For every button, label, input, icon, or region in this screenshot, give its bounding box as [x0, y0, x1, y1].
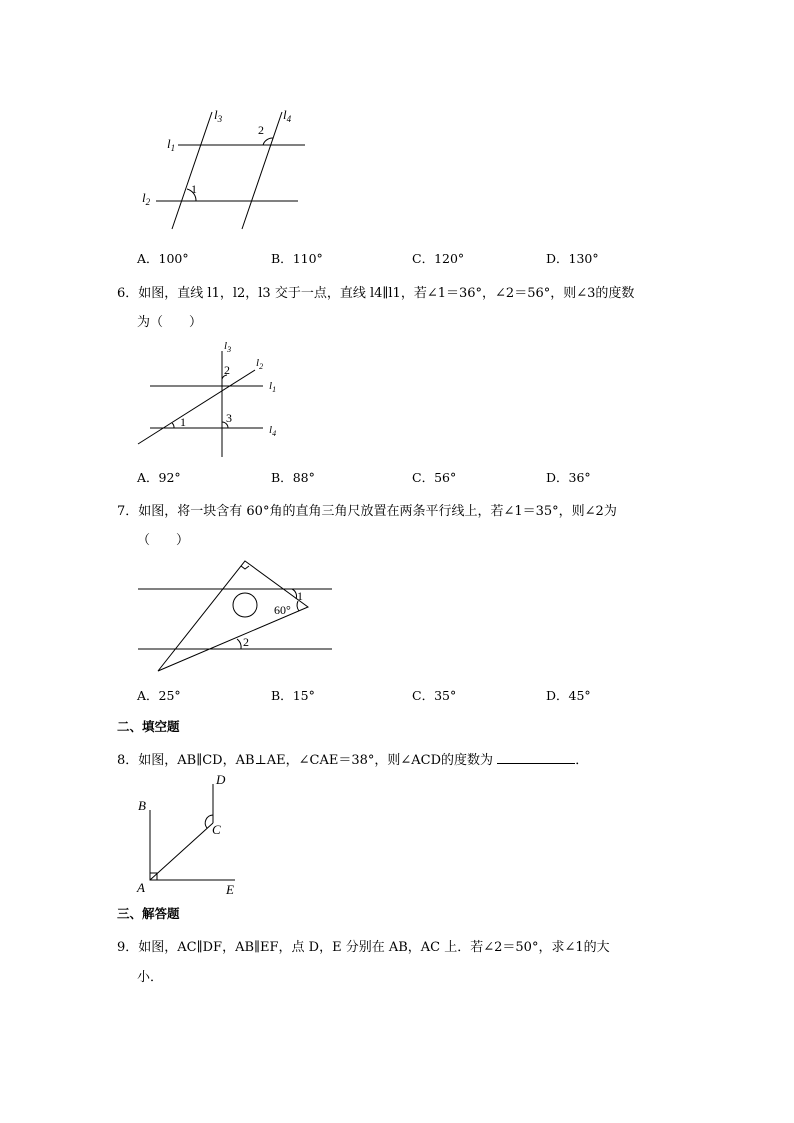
q9-question-line1: 9．如图，AC∥DF，AB∥EF，点 D，E 分别在 AB，AC 上．若∠2＝50°，求∠1的大 [117, 940, 610, 955]
q7-angle2-arc [237, 639, 241, 649]
q5-label-l3: $l_3$ [214, 107, 223, 124]
q7-figure [130, 555, 340, 680]
q8-label-a: A [137, 880, 145, 895]
q8-answer-blank[interactable] [497, 751, 575, 764]
q7-question-line1: 7．如图，将一块含有 60°角的直角三角尺放置在两条平行线上，若∠1＝35°，则∠2为 [117, 504, 617, 519]
q8-question: 8．如图，AB∥CD，AB⊥AE，∠CAE＝38°，则∠ACD的度数为 ． [117, 753, 589, 768]
q7-option-a[interactable]: A．25° [137, 688, 181, 703]
q6-label-l4: $l_4$ [269, 424, 277, 438]
q5-option-d[interactable]: D．130° [546, 251, 599, 266]
q7-option-d[interactable]: D．45° [546, 688, 591, 703]
q6-label-l3: $l_3$ [224, 340, 232, 354]
q8-figure [130, 768, 250, 898]
q5-label-l4: $l_4$ [283, 107, 292, 124]
q8-label-c: C [212, 822, 221, 837]
q5-label-angle1: 1 [191, 182, 197, 196]
q6-option-c[interactable]: C．56° [412, 470, 457, 485]
q6-label-l2: $l_2$ [256, 357, 264, 371]
q6-label-angle3: 3 [226, 411, 232, 425]
q7-label-angle2: 2 [243, 635, 249, 649]
q5-option-b[interactable]: B．110° [271, 251, 323, 266]
q7-label-angle60: 60° [274, 603, 291, 617]
section-fill-in-title: 二、填空题 [117, 719, 180, 734]
q8-label-d: D [216, 772, 226, 787]
q6-label-angle1: 1 [180, 415, 186, 429]
q6-label-l1: $l_1$ [269, 380, 277, 394]
section-answer-title: 三、解答题 [117, 906, 180, 921]
q6-option-b[interactable]: B．88° [271, 470, 315, 485]
q7-question-line2: （ ） [137, 533, 190, 548]
q5-option-a[interactable]: A．100° [137, 251, 189, 266]
q7-label-angle1: 1 [297, 589, 303, 603]
q9-question-line2: 小． [137, 970, 164, 985]
q5-label-l1: $l_1$ [167, 136, 176, 153]
q7-option-c[interactable]: C．35° [412, 688, 457, 703]
q6-figure [130, 335, 290, 460]
q6-question-line1: 6．如图，直线 l1，l2，l3 交于一点，直线 l4∥l1，若∠1＝36°，∠2＝56°，则∠3的度数 [117, 286, 635, 301]
q8-segment-ac [150, 823, 213, 880]
q5-line-l3 [172, 112, 212, 229]
q7-option-b[interactable]: B．15° [271, 688, 315, 703]
q6-question-line2: 为（ ） [137, 315, 203, 330]
q6-option-d[interactable]: D．36° [546, 470, 591, 485]
q5-label-angle2: 2 [258, 123, 264, 137]
q5-figure [130, 100, 320, 240]
q7-triangle-hole [233, 593, 257, 617]
q6-option-a[interactable]: A．92° [137, 470, 181, 485]
q6-label-angle2: 2 [224, 363, 230, 377]
q5-label-l2: $l_2$ [142, 190, 151, 207]
q8-label-b: B [138, 798, 146, 813]
q7-right-angle-mark [241, 566, 249, 569]
q5-option-c[interactable]: C．120° [412, 251, 465, 266]
q8-label-e: E [226, 882, 234, 897]
q6-angle1-arc [172, 423, 174, 428]
q6-line-l2 [138, 370, 255, 444]
